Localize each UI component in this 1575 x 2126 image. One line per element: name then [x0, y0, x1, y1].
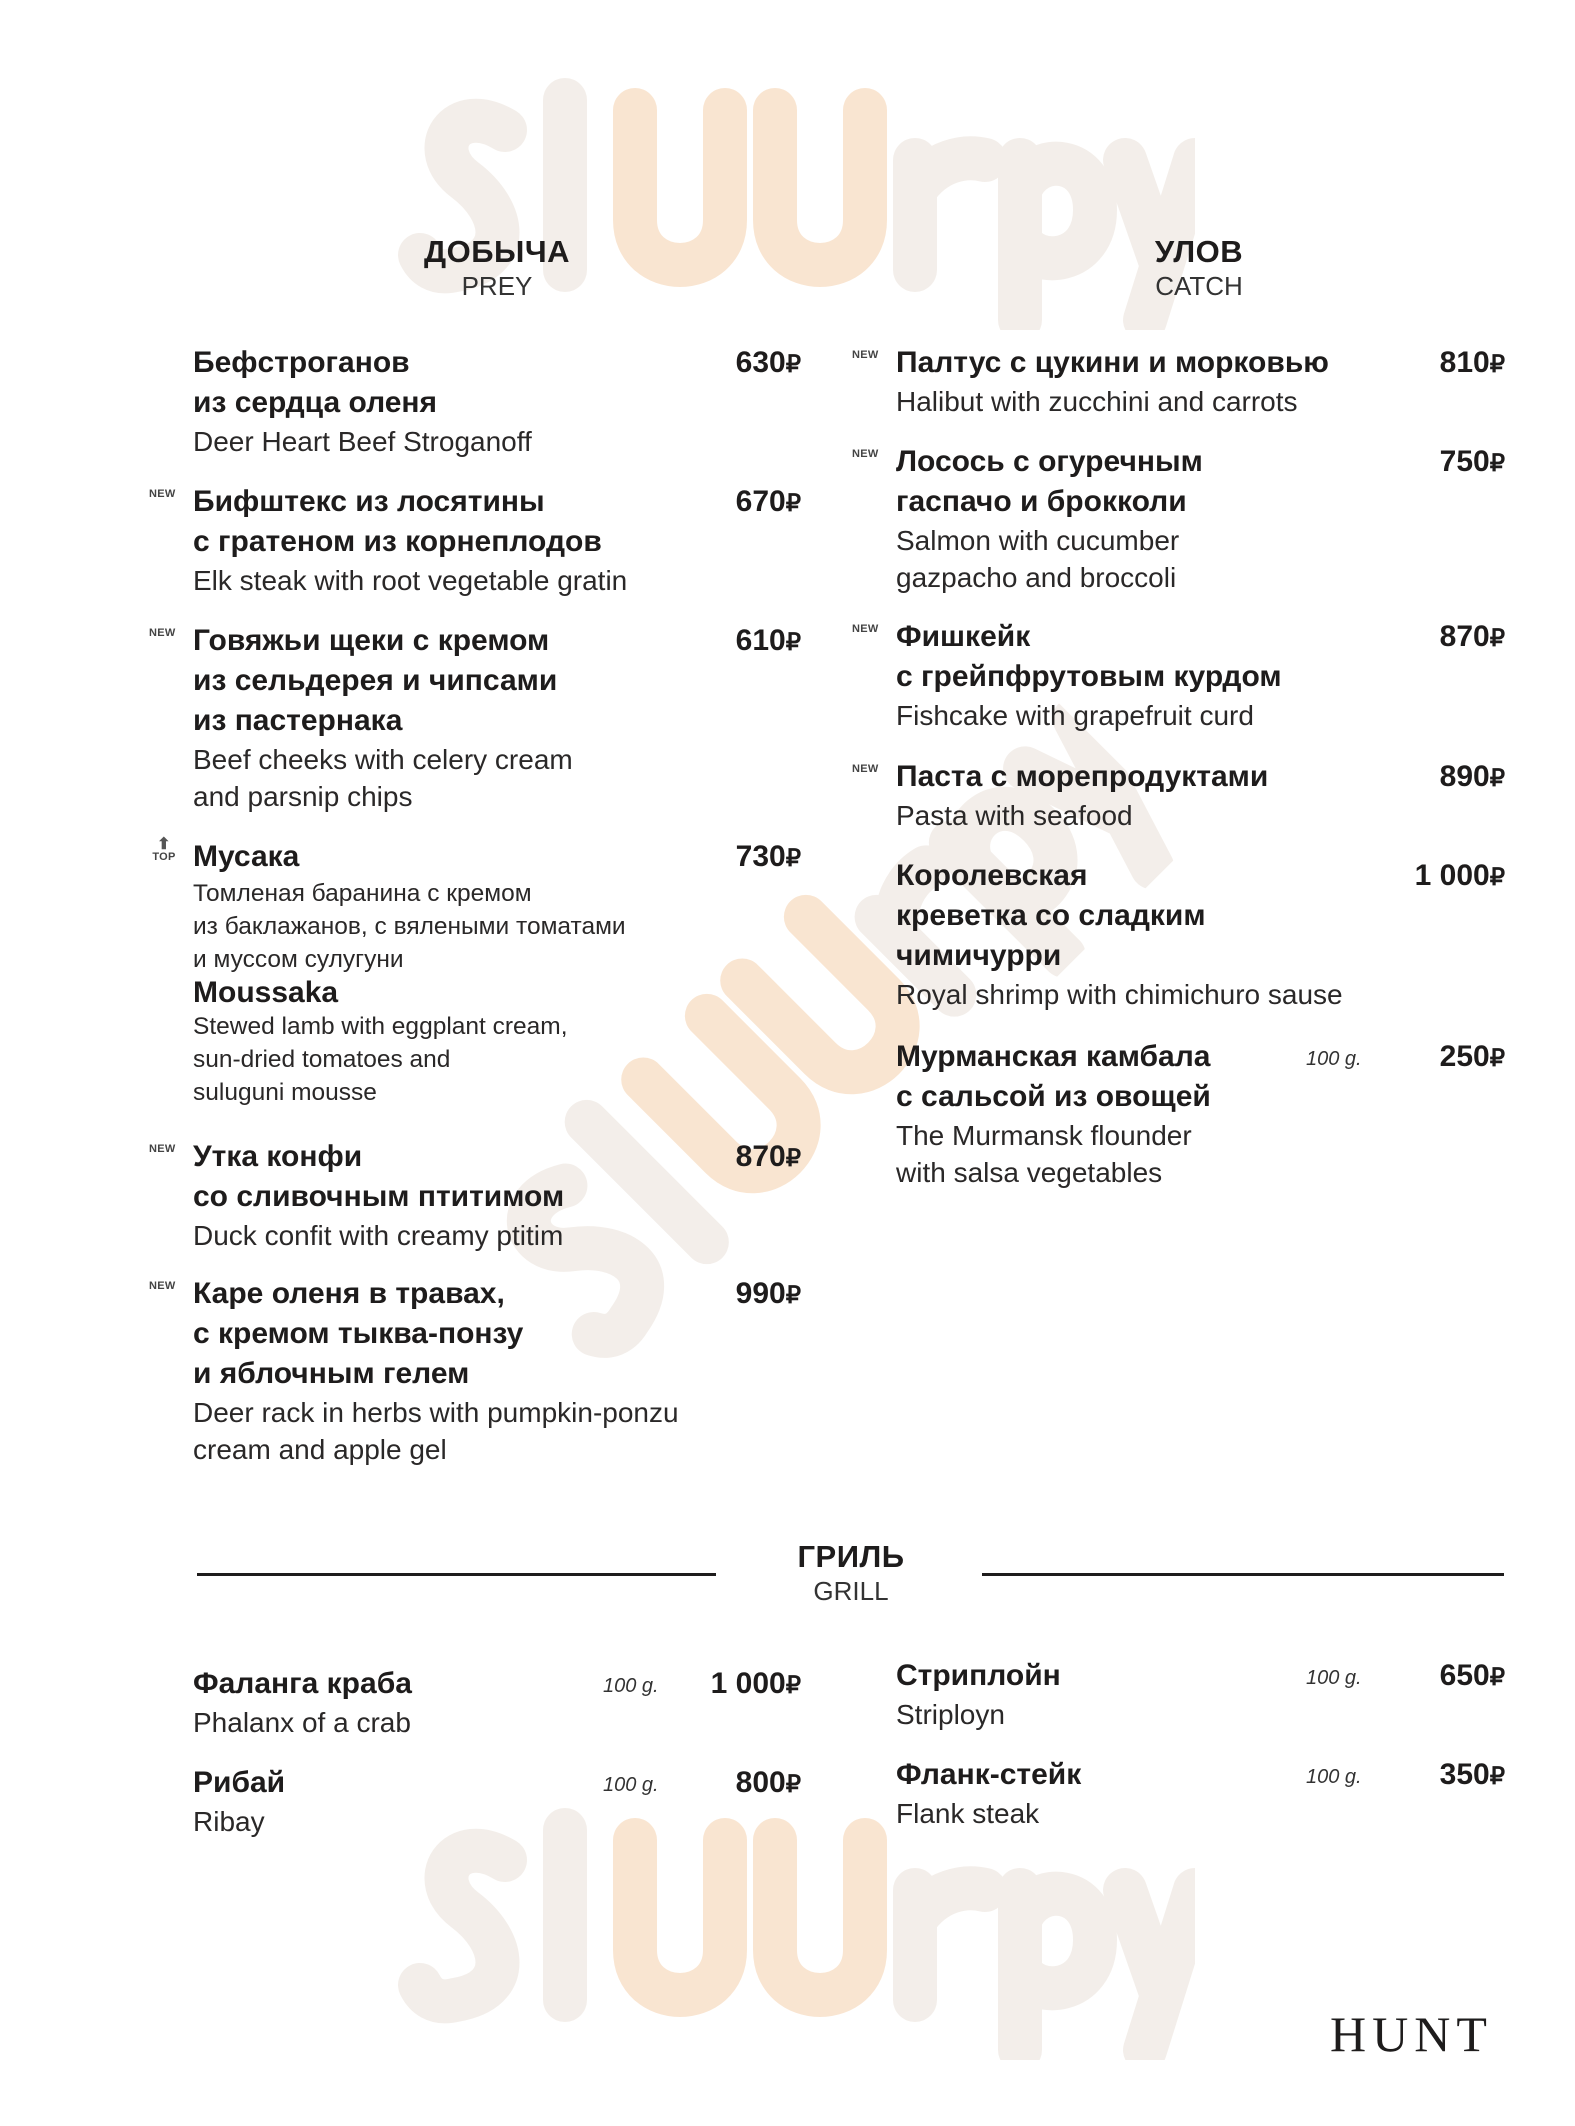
- dish-description: Deer Heart Beef Stroganoff: [193, 426, 532, 457]
- new-badge: NEW: [852, 448, 879, 460]
- dish-description: Томленая баранина с кремом: [193, 880, 532, 907]
- dish-name: Moussaka: [193, 976, 339, 1009]
- dish-name: Бифштекс из лосятины: [193, 485, 545, 518]
- menu-item: [852, 343, 1505, 420]
- section-title: ДОБЫЧА: [424, 234, 570, 269]
- price: [1440, 442, 1505, 484]
- ruble-icon: ₽: [785, 351, 801, 378]
- dish-name: Стриплойн: [896, 1659, 1061, 1692]
- dish-description: Deer rack in herbs with pumpkin-ponzu: [193, 1397, 679, 1428]
- dish-name: с грейпфрутовым курдом: [896, 660, 1282, 693]
- dish-name: чимичурри: [896, 939, 1062, 972]
- price: [1440, 1755, 1505, 1797]
- menu-item: [193, 1763, 801, 1840]
- section-subtitle: GRILL: [813, 1576, 889, 1606]
- dish-description: The Murmansk flounder: [896, 1120, 1192, 1151]
- menu-item: [152, 836, 801, 1109]
- portion-weight: 100 g.: [1306, 1667, 1362, 1689]
- price: [1440, 1037, 1505, 1079]
- menu-item: [852, 442, 1505, 596]
- portion-weight: 100 g.: [603, 1774, 659, 1796]
- price: [1440, 343, 1505, 385]
- ruble-icon: ₽: [1489, 1664, 1505, 1691]
- ruble-icon: ₽: [1489, 864, 1505, 891]
- section-header-prey: [247, 234, 747, 302]
- dish-name: из сельдерея и чипсами: [193, 664, 558, 697]
- price: [736, 1137, 801, 1179]
- dish-description: из баклажанов, с вялеными томатами: [193, 913, 626, 940]
- price-value: 870: [1439, 620, 1490, 653]
- price-value: 810: [1439, 346, 1490, 379]
- dish-name: Паста с морепродуктами: [896, 760, 1269, 793]
- section-header-catch: [949, 234, 1449, 302]
- menu-item: [149, 621, 801, 815]
- new-badge: NEW: [852, 349, 879, 361]
- portion-weight: 100 g.: [1306, 1048, 1362, 1070]
- ruble-icon: ₽: [1489, 765, 1505, 792]
- dish-name: гаспачо и брокколи: [896, 485, 1187, 518]
- dish-description: Royal shrimp with chimichuro sause: [896, 979, 1343, 1010]
- dish-name: Фланк-стейк: [896, 1758, 1082, 1791]
- dish-name: Лосось с огуречным: [896, 445, 1203, 478]
- price: [736, 343, 801, 385]
- dish-description: suluguni mousse: [193, 1079, 377, 1106]
- menu-item: [896, 1755, 1505, 1832]
- menu-item: [896, 856, 1505, 1013]
- ruble-icon: ₽: [785, 629, 801, 656]
- price-value: 350: [1439, 1758, 1490, 1791]
- price: [1415, 856, 1505, 898]
- menu-item: [149, 1137, 801, 1254]
- menu-item: [896, 1656, 1505, 1733]
- dish-description: Salmon with cucumber: [896, 525, 1180, 556]
- dish-description: Flank steak: [896, 1798, 1040, 1829]
- price-value: 990: [735, 1277, 786, 1310]
- ruble-icon: ₽: [785, 845, 801, 872]
- ruble-icon: ₽: [1489, 1045, 1505, 1072]
- dish-description: и муссом сулугуни: [193, 946, 404, 973]
- menu-item: [149, 482, 801, 599]
- price: [736, 482, 801, 524]
- price-value: 870: [735, 1140, 786, 1173]
- badge-label: TOP: [152, 851, 176, 863]
- ruble-icon: ₽: [1489, 625, 1505, 652]
- dish-description: Pasta with seafood: [896, 800, 1133, 831]
- dish-description: and parsnip chips: [193, 781, 413, 812]
- dish-name: Рибай: [193, 1766, 286, 1799]
- price-value: 650: [1439, 1659, 1490, 1692]
- dish-name: и яблочным гелем: [193, 1357, 470, 1390]
- top-badge: [151, 837, 177, 863]
- new-badge: NEW: [149, 1280, 176, 1292]
- dish-name: Палтус с цукини и морковью: [896, 346, 1329, 379]
- ruble-icon: ₽: [1489, 1763, 1505, 1790]
- dish-description: Ribay: [193, 1806, 265, 1837]
- dish-name: креветка со сладким: [896, 899, 1206, 932]
- price-value: 1 000: [1414, 859, 1490, 892]
- dish-name: Каре оленя в травах,: [193, 1277, 505, 1310]
- new-badge: NEW: [852, 763, 879, 775]
- portion-weight: 100 g.: [603, 1675, 659, 1697]
- menu-item: [896, 1037, 1505, 1191]
- dish-name: из сердца оленя: [193, 386, 438, 419]
- dish-name: Бефстроганов: [193, 346, 410, 379]
- dish-description: gazpacho and broccoli: [896, 562, 1177, 593]
- price: [711, 1664, 801, 1706]
- dish-description: with salsa vegetables: [896, 1157, 1163, 1188]
- dish-name: с сальсой из овощей: [896, 1080, 1211, 1113]
- price: [1440, 617, 1505, 659]
- dish-name: Говяжьи щеки с кремом: [193, 624, 550, 657]
- price-value: 800: [735, 1766, 786, 1799]
- new-badge: NEW: [852, 623, 879, 635]
- section-title: УЛОВ: [1154, 234, 1244, 269]
- dish-description: cream and apple gel: [193, 1434, 447, 1465]
- dish-description: Striployn: [896, 1699, 1005, 1730]
- dish-name: Мусака: [193, 840, 300, 873]
- dish-name: из пастернака: [193, 704, 403, 737]
- ruble-icon: ₽: [785, 1771, 801, 1798]
- menu-item: [852, 757, 1505, 834]
- divider-left: [197, 1573, 716, 1576]
- ruble-icon: ₽: [1489, 351, 1505, 378]
- new-badge: NEW: [149, 1143, 176, 1155]
- new-badge: NEW: [149, 627, 176, 639]
- price-value: 890: [1439, 760, 1490, 793]
- price: [736, 1763, 801, 1805]
- dish-description: Fishcake with grapefruit curd: [896, 700, 1254, 731]
- ruble-icon: ₽: [785, 1672, 801, 1699]
- price-value: 610: [735, 624, 786, 657]
- dish-name: Фаланга краба: [193, 1667, 412, 1700]
- dish-description: Halibut with zucchini and carrots: [896, 386, 1298, 417]
- divider-right: [982, 1573, 1504, 1576]
- price-value: 630: [735, 346, 786, 379]
- new-badge: NEW: [149, 488, 176, 500]
- price: [1440, 1656, 1505, 1698]
- ruble-icon: ₽: [785, 490, 801, 517]
- dish-description: Beef cheeks with celery cream: [193, 744, 573, 775]
- dish-name: с кремом тыква-понзу: [193, 1317, 524, 1350]
- section-subtitle: PREY: [461, 271, 533, 301]
- section-subtitle: CATCH: [1155, 271, 1243, 301]
- price: [736, 1274, 801, 1316]
- brand-logo: HUNT: [1330, 2006, 1493, 2062]
- dish-description: Stewed lamb with eggplant cream,: [193, 1013, 568, 1040]
- dish-description: sun-dried tomatoes and: [193, 1046, 451, 1073]
- dish-name: Утка конфи: [193, 1140, 363, 1173]
- portion-weight: 100 g.: [1306, 1766, 1362, 1788]
- ruble-icon: ₽: [785, 1282, 801, 1309]
- menu-item: [852, 617, 1505, 734]
- price-value: 750: [1439, 445, 1490, 478]
- menu-item: [149, 1274, 801, 1468]
- price: [736, 837, 801, 879]
- dish-name: Королевская: [896, 859, 1088, 892]
- ruble-icon: ₽: [1489, 450, 1505, 477]
- dish-name: с гратеном из корнеплодов: [193, 525, 602, 558]
- arrow-up-icon: ⬆: [157, 836, 171, 853]
- ruble-icon: ₽: [785, 1145, 801, 1172]
- price-value: 250: [1439, 1040, 1490, 1073]
- dish-description: Elk steak with root vegetable gratin: [193, 565, 628, 596]
- price: [1440, 757, 1505, 799]
- dish-name: Мурманская камбала: [896, 1040, 1211, 1073]
- menu-item: [193, 1664, 801, 1741]
- price: [736, 621, 801, 663]
- price-value: 1 000: [710, 1667, 786, 1700]
- price-value: 730: [735, 840, 786, 873]
- dish-name: со сливочным птитимом: [193, 1180, 565, 1213]
- dish-description: Phalanx of a crab: [193, 1707, 411, 1738]
- section-title: ГРИЛЬ: [797, 1539, 905, 1574]
- price-value: 670: [735, 485, 786, 518]
- dish-name: Фишкейк: [896, 620, 1031, 653]
- dish-description: Duck confit with creamy ptitim: [193, 1220, 564, 1251]
- menu-item: [193, 343, 801, 460]
